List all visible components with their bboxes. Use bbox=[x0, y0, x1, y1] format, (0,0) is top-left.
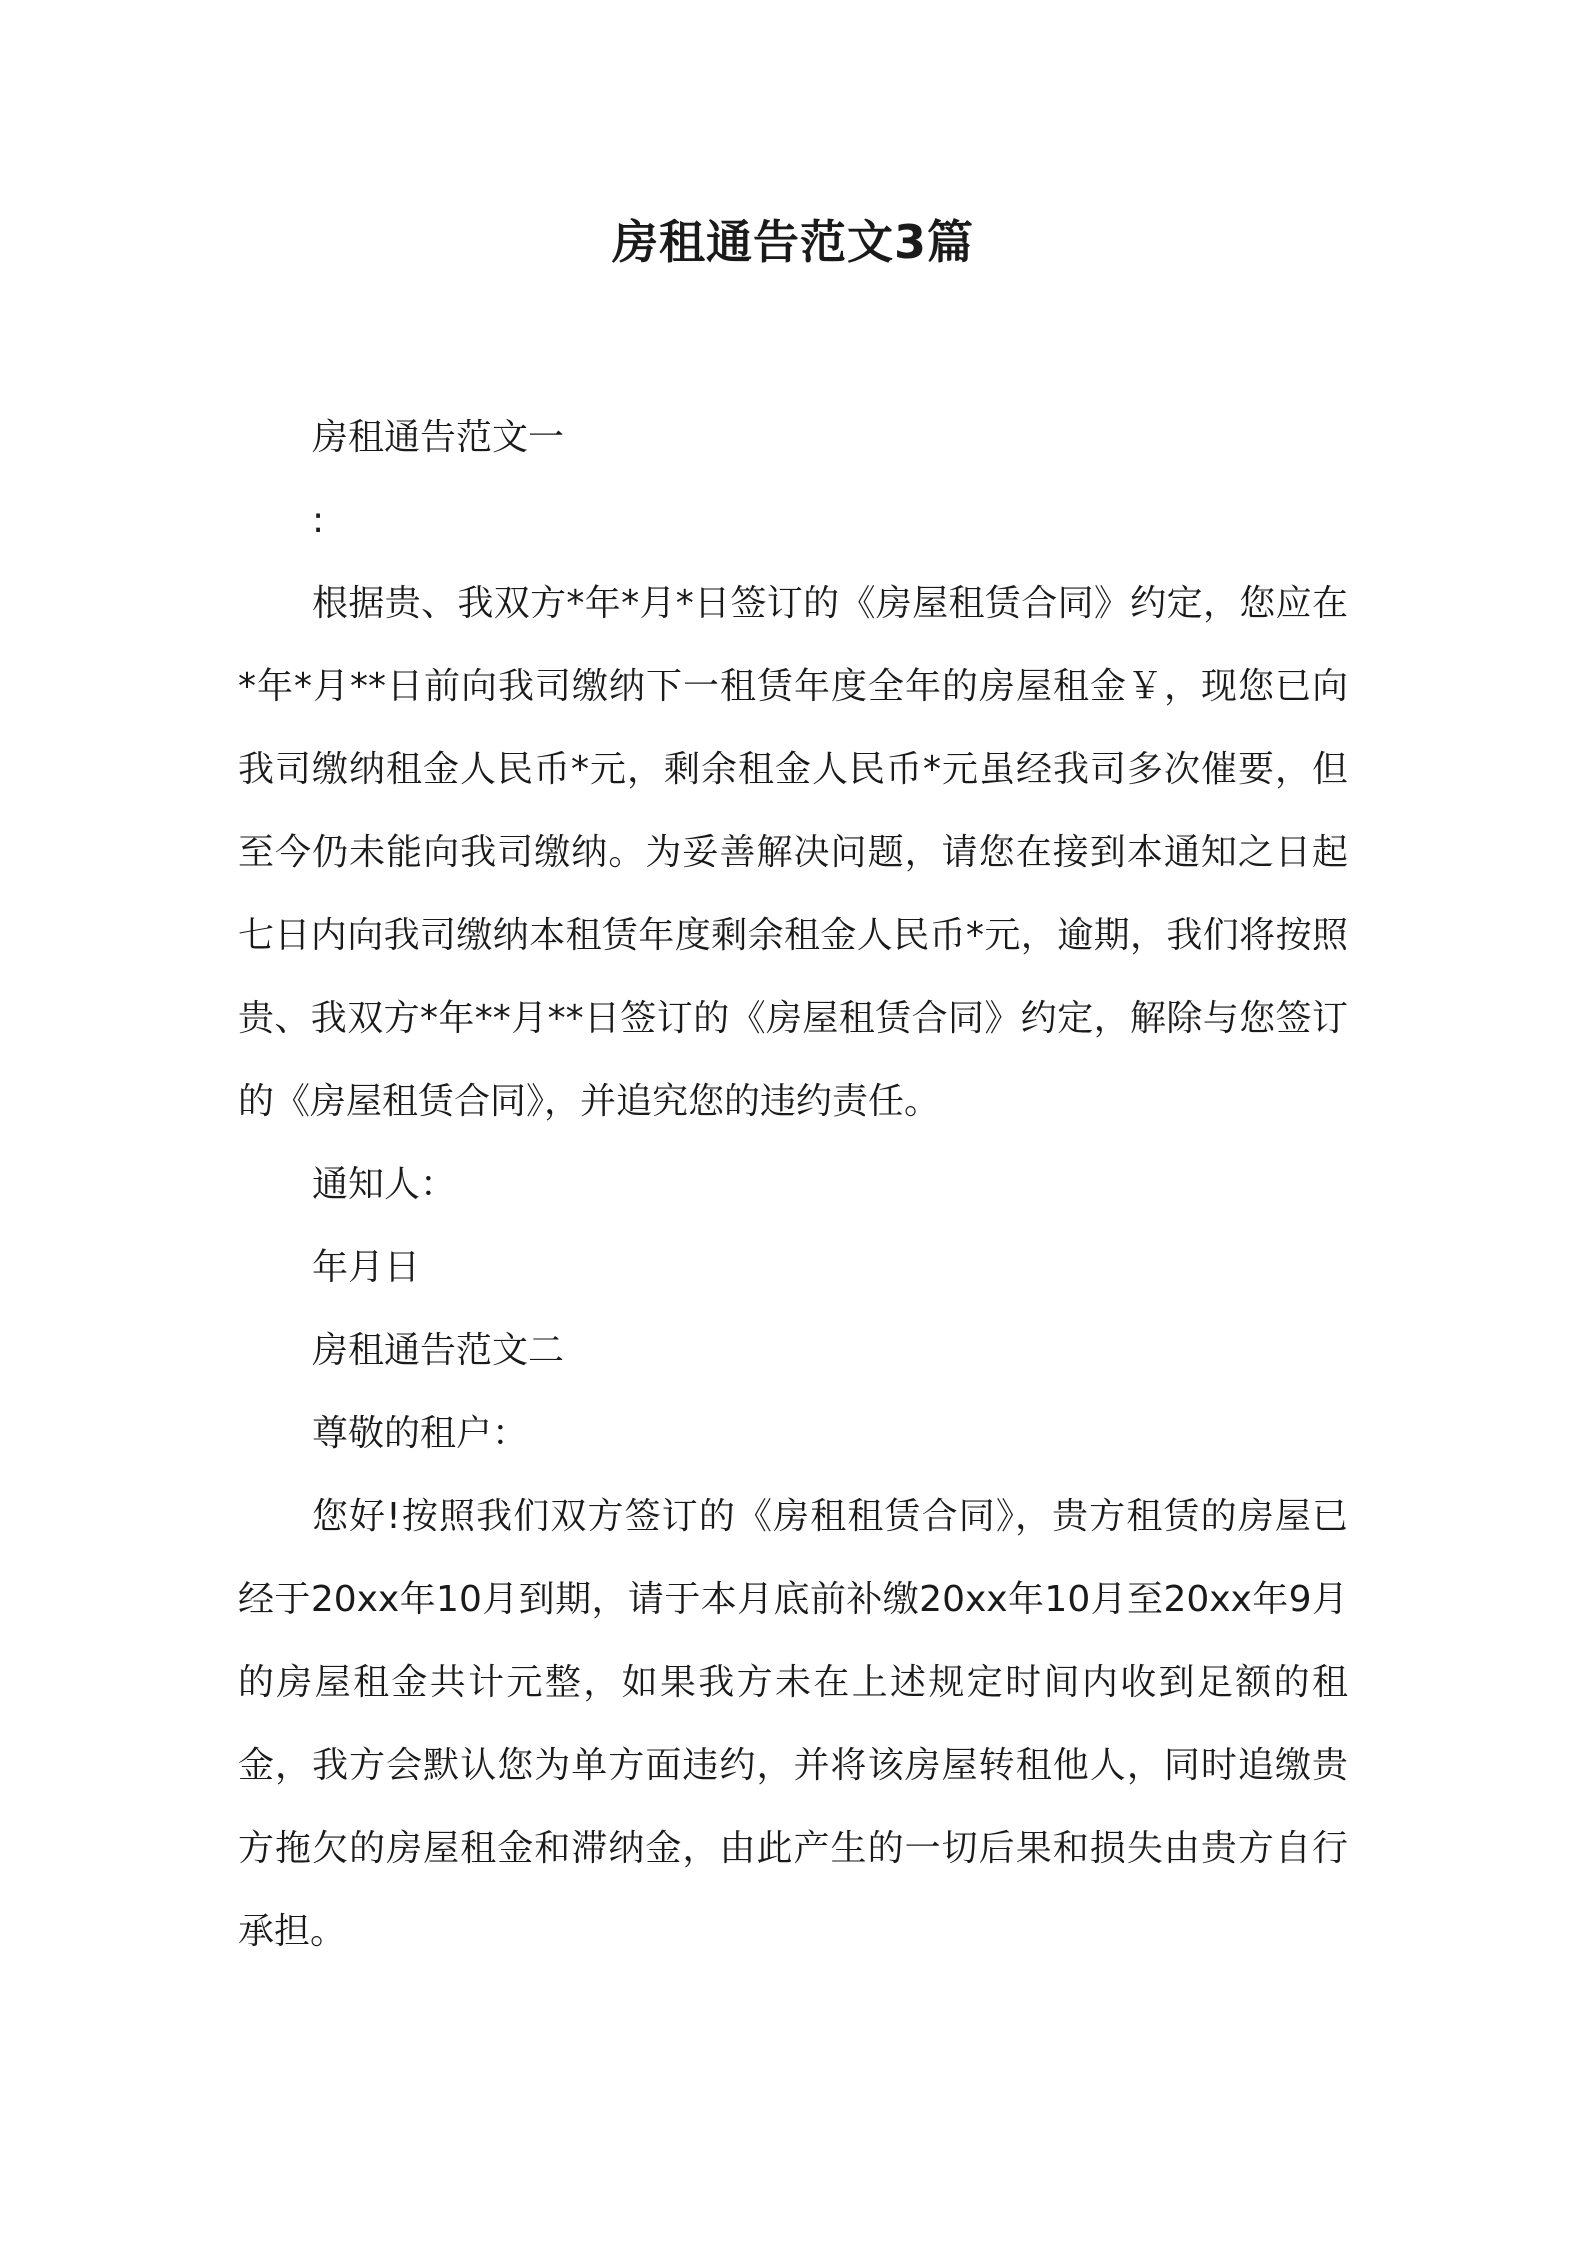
section2-body: 您好!按照我们双方签订的《房租租赁合同》，贵方租赁的房屋已经于20xx年10月到期，请于本月底前补缴20xx年10月至20xx年9月的房屋租金共计元整，如果我方未在上述规定时间内收到足额的租金，我方会默认您为单方面违约，并将该房屋转租他人，同时追缴贵方拖欠的房屋租金和滞纳金，由此产生的一切后果和损失由贵方自行承担。 bbox=[238, 1496, 1348, 1952]
section1-body: 根据贵、我双方*年*月*日签订的《房屋租赁合同》约定，您应在*年*月**日前向我司缴纳下一租赁年度全年的房屋租金￥，现您已向我司缴纳租金人民币*元，剩余租金人民币*元虽经我司多次催要，但至今仍未能向我司缴纳。为妥善解决问题，请您在接到本通知之日起七日内向我司缴纳本租赁年度剩余租金人民币*元，逾期，我们将按照贵、我双方*年**月**日签订的《房屋租赁合同》约定，解除与您签订的《房屋租赁合同》，并追究您的违约责任。 bbox=[238, 583, 1348, 1122]
section1-heading: 房租通告范文一 bbox=[312, 417, 565, 458]
section1-salutation: : bbox=[312, 500, 325, 541]
section2-heading: 房租通告范文二 bbox=[312, 1330, 565, 1371]
document-title: 房租通告范文3篇 bbox=[611, 215, 974, 269]
section1-date: 年月日 bbox=[312, 1247, 421, 1288]
document-body bbox=[238, 396, 1348, 1973]
section2-salutation: 尊敬的租户： bbox=[312, 1413, 529, 1454]
section1-notifier: 通知人： bbox=[312, 1164, 457, 1205]
